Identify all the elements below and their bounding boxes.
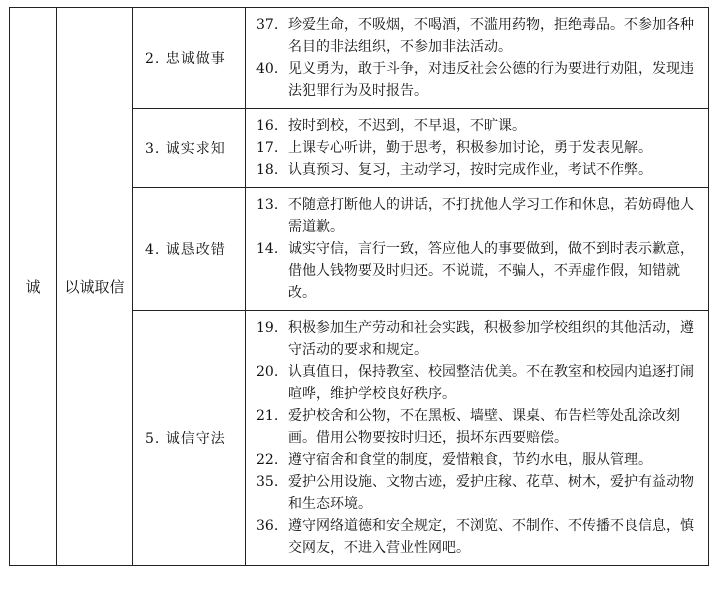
item-number: 14.: [256, 241, 279, 257]
item-number: 36.: [256, 518, 279, 534]
group-title: 4. 诚恳改错: [133, 188, 246, 311]
list-item: [256, 317, 700, 361]
group-title: 5. 诚信守法: [133, 311, 246, 566]
list-item: [256, 449, 700, 471]
item-text: 按时到校，不迟到，不早退，不旷课。: [288, 118, 526, 134]
item-text: 诚实守信，言行一致，答应他人的事要做到，做不到时表示歉意，借他人钱物要及时归还。不说谎，不骗人，不弄虚作假，知错就改。: [288, 241, 694, 301]
list-item: [256, 471, 700, 515]
item-text: 爱护公用设施、文物古迹，爱护庄稼、花草、树木，爱护有益动物和生态环境。: [288, 474, 694, 512]
list-item: [256, 14, 700, 58]
item-number: 37.: [256, 17, 279, 33]
list-item: [256, 361, 700, 405]
list-item: [256, 238, 700, 304]
item-number: 21.: [256, 408, 279, 424]
item-number: 17.: [256, 140, 279, 156]
item-text: 珍爱生命，不吸烟，不喝酒，不滥用药物，拒绝毒品。不参加各种名目的非法组织，不参加非法活动。: [288, 17, 694, 55]
item-text: 认真预习、复习，主动学习，按时完成作业，考试不作弊。: [288, 162, 652, 178]
group-items: [246, 311, 709, 566]
list-item: [256, 194, 700, 238]
group-items: [246, 188, 709, 311]
code-of-conduct-table: [9, 7, 709, 566]
item-number: 13.: [256, 197, 279, 213]
item-number: 40.: [256, 61, 279, 77]
group-items: [246, 8, 709, 109]
category-cell: 诚: [10, 8, 57, 566]
list-item: [256, 58, 700, 102]
list-item: [256, 159, 700, 181]
group-items: [246, 109, 709, 188]
table-row: [10, 8, 709, 109]
item-text: 爱护校舍和公物，不在黑板、墙壁、课桌、布告栏等处乱涂改刻画。借用公物要按时归还，损坏东西要赔偿。: [288, 408, 680, 446]
item-text: 遵守宿舍和食堂的制度，爱惜粮食，节约水电，服从管理。: [288, 452, 652, 468]
list-item: [256, 405, 700, 449]
item-number: 22.: [256, 452, 279, 468]
item-number: 19.: [256, 320, 279, 336]
list-item: [256, 515, 700, 559]
item-text: 认真值日，保持教室、校园整洁优美。不在教室和校园内追逐打闹喧哗，维护学校良好秩序。: [288, 364, 694, 402]
item-text: 积极参加生产劳动和社会实践，积极参加学校组织的其他活动，遵守活动的要求和规定。: [288, 320, 694, 358]
group-title: 2. 忠诚做事: [133, 8, 246, 109]
subcategory-cell: 以诚取信: [57, 8, 133, 566]
list-item: [256, 115, 700, 137]
item-text: 不随意打断他人的讲话，不打扰他人学习工作和休息，若妨碍他人需道歉。: [288, 197, 694, 235]
item-text: 见义勇为，敢于斗争，对违反社会公德的行为要进行劝阻，发现违法犯罪行为及时报告。: [288, 61, 694, 99]
group-title: 3. 诚实求知: [133, 109, 246, 188]
item-text: 遵守网络道德和安全规定，不浏览、不制作、不传播不良信息，慎交网友，不进入营业性网吧。: [288, 518, 694, 556]
item-number: 35.: [256, 474, 279, 490]
item-number: 20.: [256, 364, 279, 380]
item-number: 18.: [256, 162, 279, 178]
list-item: [256, 137, 700, 159]
item-text: 上课专心听讲，勤于思考，积极参加讨论，勇于发表见解。: [288, 140, 652, 156]
item-number: 16.: [256, 118, 279, 134]
